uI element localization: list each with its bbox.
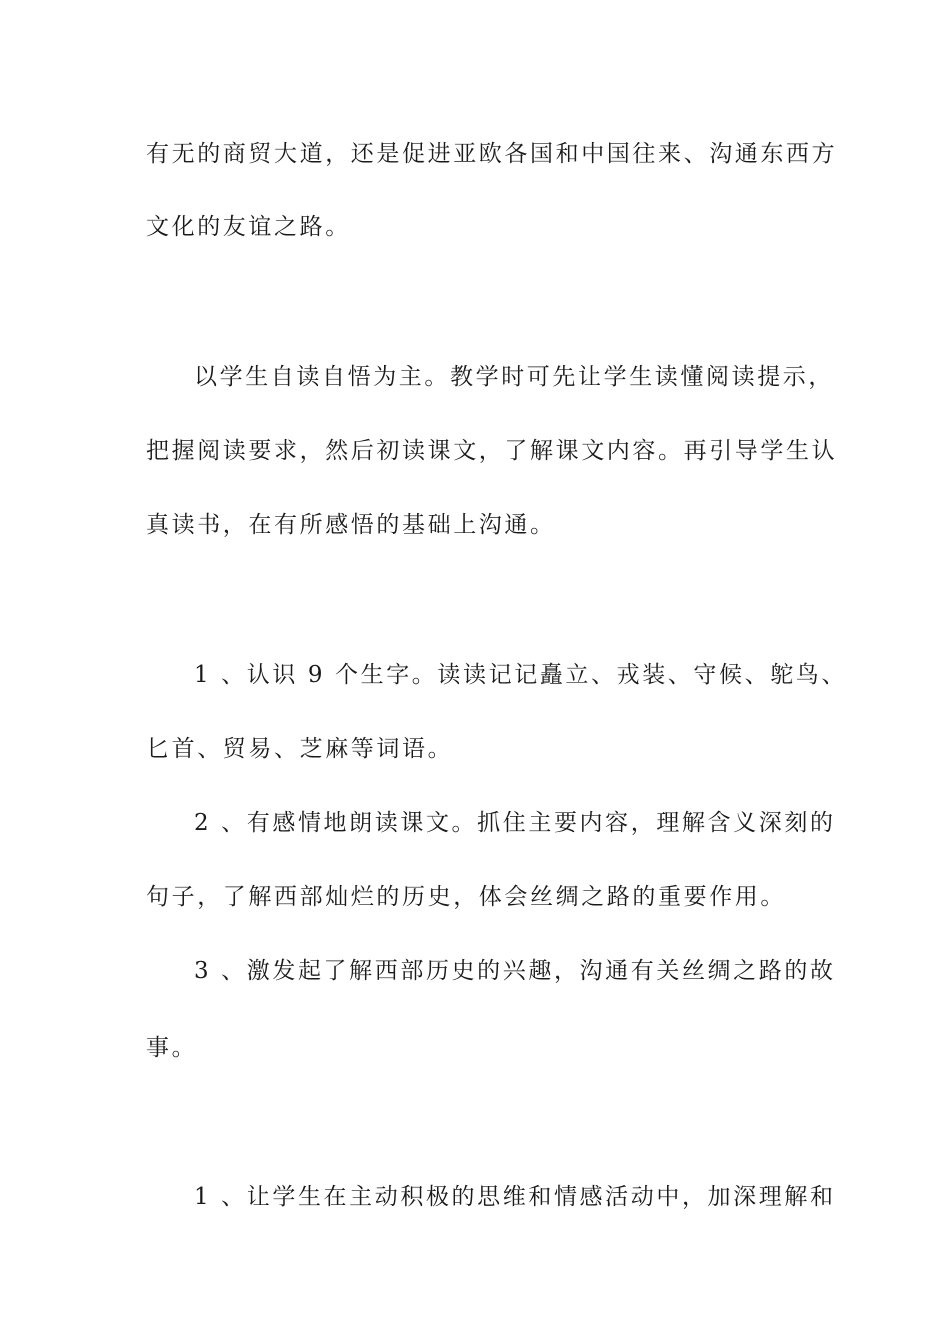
text-line: 事。 bbox=[146, 1035, 198, 1061]
text-line: 3 、激发起了解西部历史的兴趣，沟通有关丝绸之路的故 bbox=[194, 958, 836, 984]
text-line: 1 、让学生在主动积极的思维和情感活动中，加深理解和 bbox=[194, 1184, 836, 1210]
text-line: 匕首、贸易、芝麻等词语。 bbox=[146, 736, 454, 762]
text-line: 把握阅读要求，然后初读课文，了解课文内容。再引导学生认 bbox=[146, 438, 838, 464]
text-line: 真读书，在有所感悟的基础上沟通。 bbox=[146, 512, 556, 538]
text-line: 1 、认识 9 个生字。读读记记矗立、戎装、守候、鸵鸟、 bbox=[194, 662, 847, 688]
text-line: 文化的友谊之路。 bbox=[146, 214, 351, 240]
text-line: 以学生自读自悟为主。教学时可先让学生读懂阅读提示， bbox=[194, 364, 834, 390]
text-line: 2 、有感情地朗读课文。抓住主要内容，理解含义深刻的 bbox=[194, 810, 836, 836]
text-line: 句子，了解西部灿烂的历史，体会丝绸之路的重要作用。 bbox=[146, 884, 786, 910]
text-line: 有无的商贸大道，还是促进亚欧各国和中国往来、沟通东西方 bbox=[146, 141, 838, 167]
